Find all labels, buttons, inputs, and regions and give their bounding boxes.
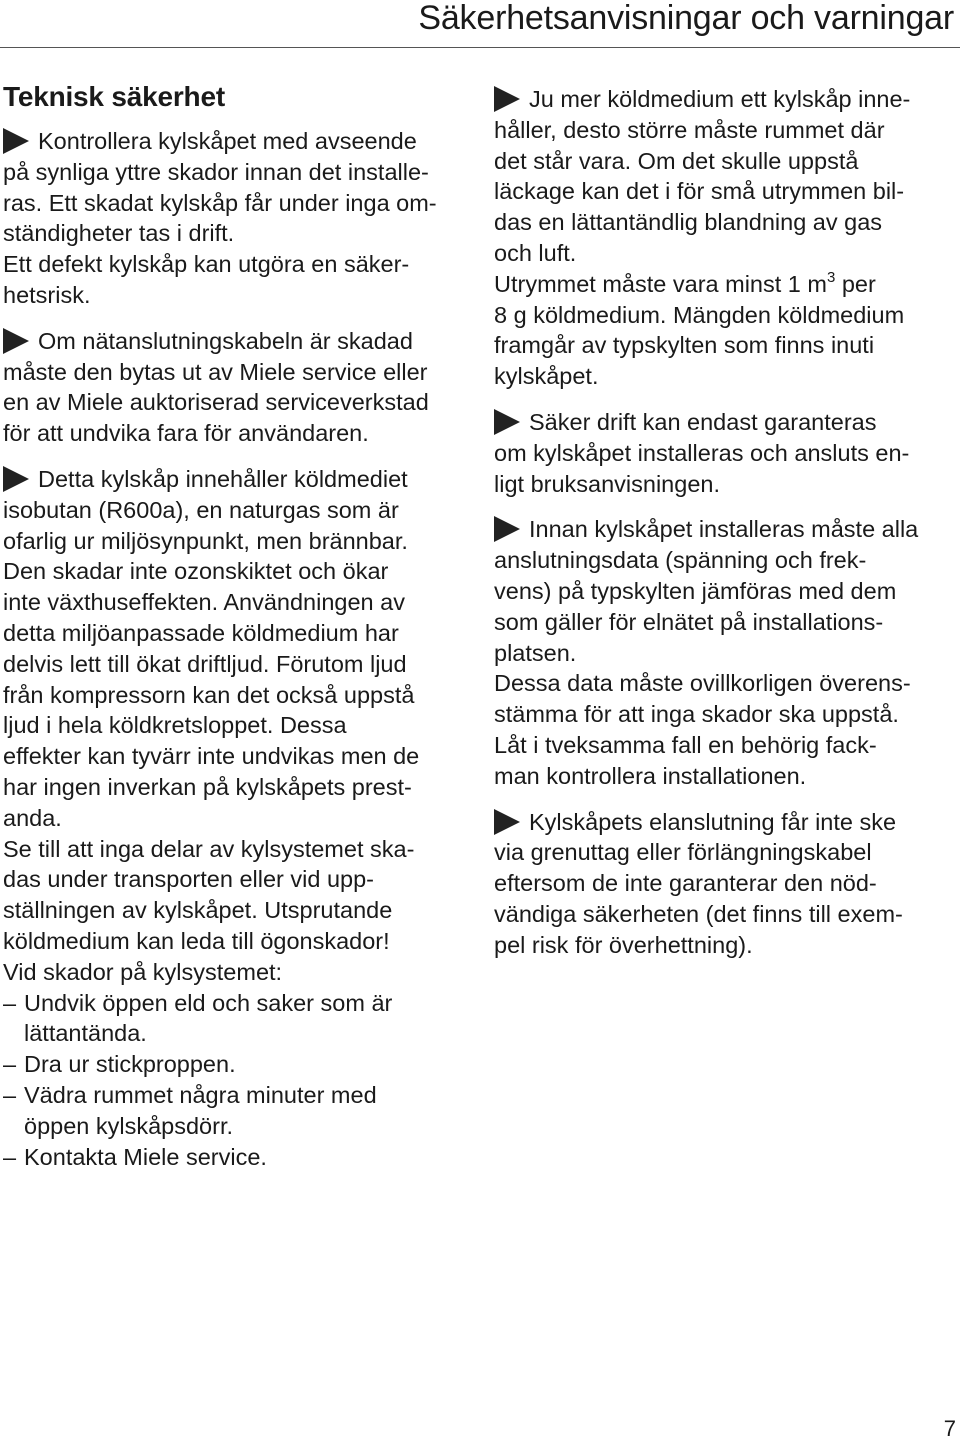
text-line: ständigheter tas i drift.: [3, 220, 235, 247]
text-line: das en lättantändlig blandning av gas: [494, 209, 883, 236]
text-line: om kylskåpet installeras och ansluts en-: [494, 439, 910, 466]
section-heading: Teknisk säkerhet: [3, 81, 225, 112]
text-line: anda.: [3, 804, 62, 831]
arrow-bullet-icon: [494, 809, 520, 835]
arrow-bullet-icon: [494, 516, 520, 542]
text-line: köldmedium kan leda till ögonskador!: [3, 927, 390, 954]
text-line: detta miljöanpassade köldmedium har: [3, 619, 399, 646]
arrow-bullet-icon: [494, 409, 520, 435]
text-line: Ju mer köldmedium ett kylskåp inne-: [494, 84, 956, 115]
text-line: anslutningsdata (spänning och frek-: [494, 547, 867, 574]
dash-list-item-continuation: öppen kylskåpsdörr.: [24, 1112, 234, 1139]
text-line: ljud i hela köldkretsloppet. Dessa: [3, 712, 347, 739]
text-line: Vid skador på kylsystemet:: [3, 958, 283, 985]
page-number: 7: [943, 1416, 956, 1441]
text-line: 8 g köldmedium. Mängden köldmedium: [494, 301, 905, 328]
text-line: Kontrollera kylskåpet med avseende: [3, 126, 465, 157]
text-line: vens) på typskylten jämföras med dem: [494, 577, 897, 604]
text-line: pel risk för överhettning).: [494, 931, 753, 958]
dash-list-item: – Dra ur stickproppen.: [3, 1049, 465, 1080]
arrow-bullet-icon: [3, 128, 29, 154]
text-line: måste den bytas ut av Miele service eller: [3, 358, 428, 385]
text-line: delvis lett till ökat driftljud. Förutom ljud: [3, 650, 407, 677]
dash-list-item: – Undvik öppen eld och saker som är: [3, 988, 465, 1019]
dash-marker: –: [3, 1051, 17, 1078]
text-line: kylskåpet.: [494, 363, 599, 390]
paragraph-damage-check: [3, 126, 465, 311]
paragraph-safe-operation: [494, 407, 956, 499]
arrow-bullet-icon: [494, 86, 520, 112]
text-line: Dessa data måste ovillkorligen överens-: [494, 670, 911, 697]
text-line: Om nätanslutningskabeln är skadad: [3, 326, 465, 357]
paragraph-power-outlet: [494, 807, 956, 961]
text-line: eftersom de inte garanterar den nöd-: [494, 870, 877, 897]
text-line: och luft.: [494, 239, 577, 266]
text-line: Säker drift kan endast garanteras: [494, 407, 956, 438]
text-line: inte växthuseffekten. Användningen av: [3, 589, 405, 616]
text-line: ras. Ett skadat kylskåp får under inga om-: [3, 189, 437, 216]
page-title: Säkerhetsanvisningar och varningar: [418, 0, 954, 37]
paragraph-connection-data: [494, 514, 956, 791]
text-line: effekter kan tyvärr inte undvikas men de: [3, 743, 420, 770]
text-line: en av Miele auktoriserad serviceverkstad: [3, 389, 429, 416]
arrow-bullet-icon: [3, 328, 29, 354]
arrow-bullet-icon: [3, 466, 29, 492]
superscript: 3: [826, 268, 836, 286]
left-column: [3, 80, 465, 1172]
dash-list-item-continuation: lättantända.: [24, 1020, 147, 1047]
text-line: framgår av typskylten som finns inuti: [494, 332, 875, 359]
text-line: Se till att inga delar av kylsystemet ska-: [3, 835, 415, 862]
text-line: via grenuttag eller förlängningskabel: [494, 839, 872, 866]
text-line: Utrymmet måste vara minst 1 $m^3$ per: [494, 268, 876, 297]
text-line: Detta kylskåp innehåller köldmediet: [3, 464, 465, 495]
text-line: det står vara. Om det skulle uppstå: [494, 147, 859, 174]
text-line: Ett defekt kylskåp kan utgöra en säker-: [3, 251, 410, 278]
text-line: från kompressorn kan det också uppstå: [3, 681, 415, 708]
paragraph-refrigerant: [3, 464, 465, 1172]
header-divider: [0, 47, 960, 48]
right-column: [494, 84, 956, 961]
text-line: isobutan (R600a), en naturgas som är: [3, 496, 399, 523]
text-line: på synliga yttre skador innan det installe-: [3, 158, 429, 185]
text-line: ställningen av kylskåpet. Utsprutande: [3, 897, 393, 924]
text-line: platsen.: [494, 639, 577, 666]
text-line: Den skadar inte ozonskiktet och ökar: [3, 558, 389, 585]
text-line: ligt bruksanvisningen.: [494, 470, 720, 497]
paragraph-room-size: [494, 84, 956, 392]
text-line: läckage kan det i för små utrymmen bil-: [494, 178, 905, 205]
dash-list-item: – Kontakta Miele service.: [3, 1142, 465, 1173]
text-line: man kontrollera installationen.: [494, 762, 807, 789]
text-line: hetsrisk.: [3, 281, 91, 308]
text-line: Låt i tveksamma fall en behörig fack-: [494, 731, 877, 758]
text-line: ofarlig ur miljösynpunkt, men brännbar.: [3, 527, 408, 554]
dash-marker: –: [3, 1081, 17, 1108]
dash-marker: –: [3, 1143, 17, 1170]
dash-marker: –: [3, 989, 17, 1016]
dash-list: [3, 988, 465, 1173]
paragraph-power-cable: [3, 326, 465, 449]
text-line: Kylskåpets elanslutning får inte ske: [494, 807, 956, 838]
text-line: Innan kylskåpet installeras måste alla: [494, 514, 956, 545]
text-line: vändiga säkerheten (det finns till exem-: [494, 900, 903, 927]
text-line: för att undvika fara för användaren.: [3, 420, 369, 447]
text-line: stämma för att inga skador ska uppstå.: [494, 701, 899, 728]
text-line: das under transporten eller vid upp-: [3, 866, 374, 893]
text-line: har ingen inverkan på kylskåpets prest-: [3, 773, 412, 800]
text-line: håller, desto större måste rummet där: [494, 116, 885, 143]
dash-list-item: – Vädra rummet några minuter med: [3, 1080, 465, 1111]
text-line: som gäller för elnätet på installations-: [494, 608, 884, 635]
